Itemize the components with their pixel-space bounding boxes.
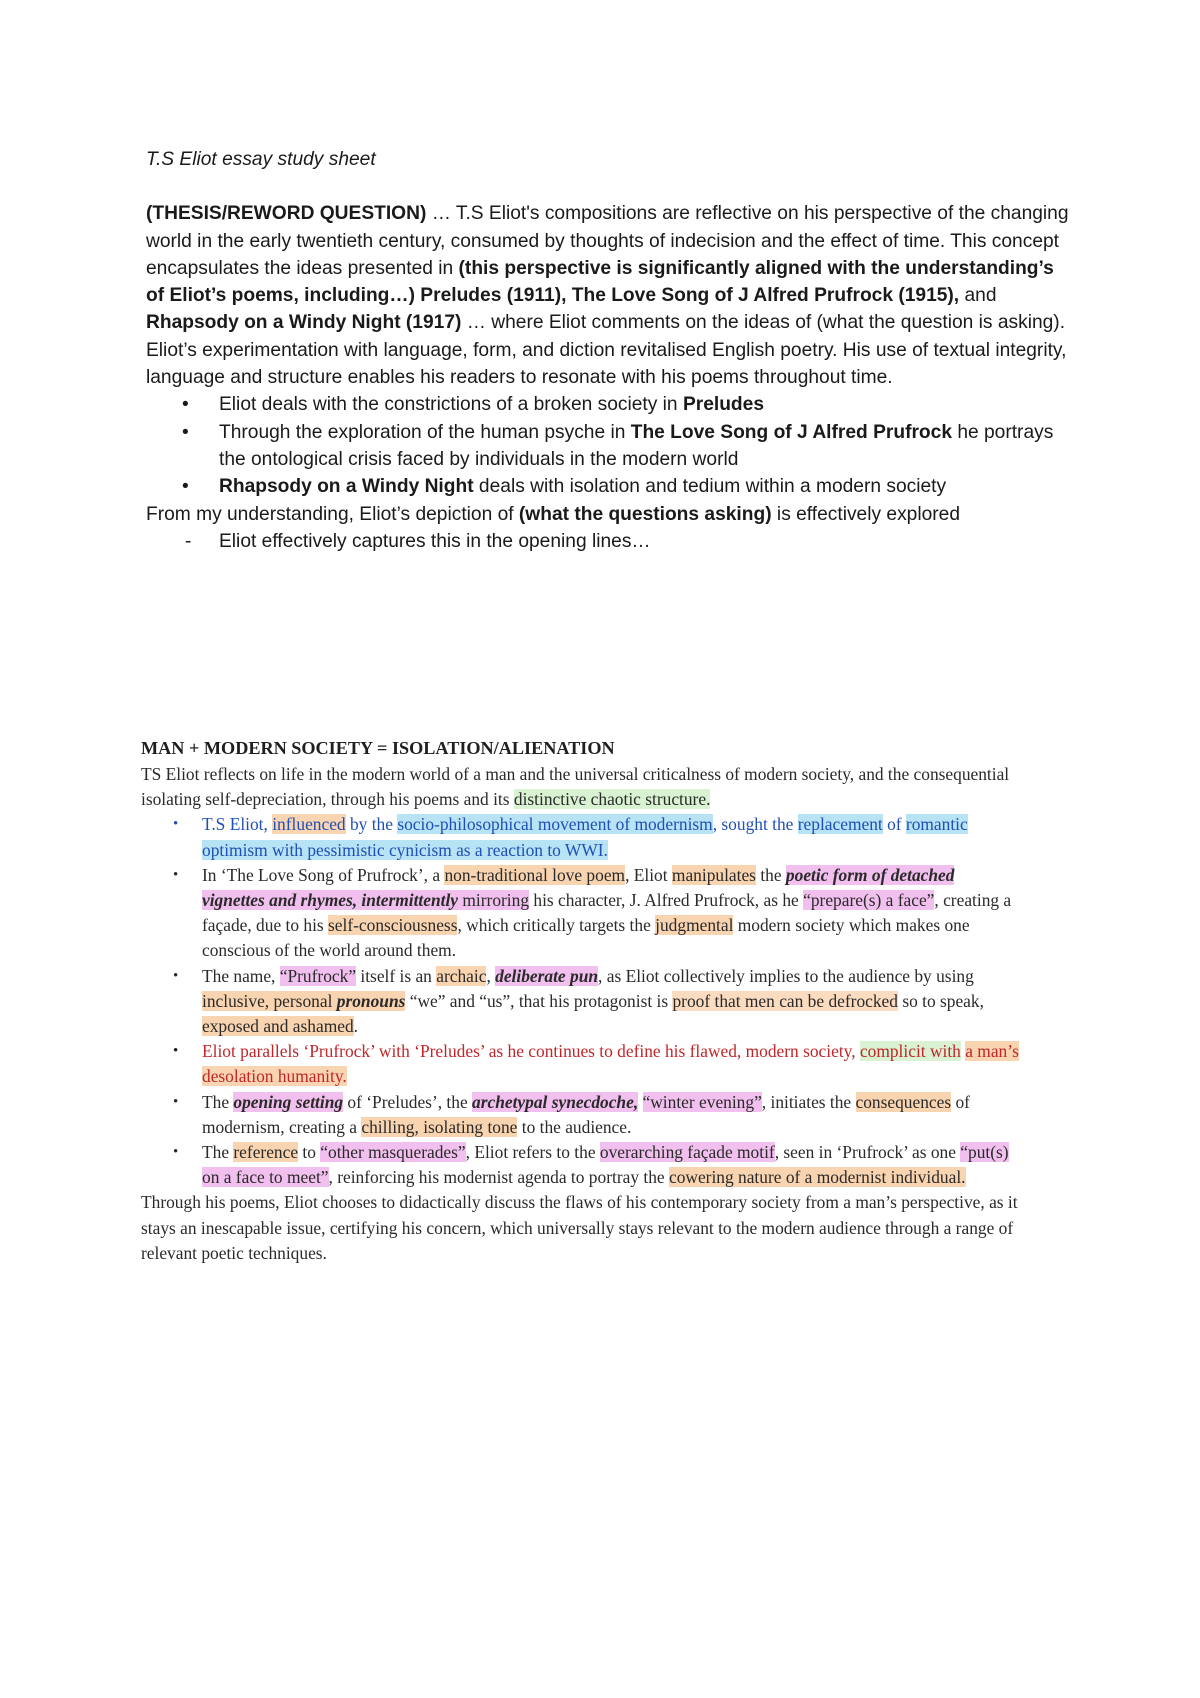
list-item: • T.S Eliot, influenced by the socio-philosophical movement of modernism, sought the replacement of romantic optimism with pessimistic cynicism as a reaction to WWI. (173, 814, 968, 860)
bullet-icon: • (182, 476, 189, 498)
bullet-icon: • (182, 421, 189, 443)
poem-bullet-list (146, 391, 1076, 500)
bullet-icon: • (182, 394, 189, 416)
list-item: • Eliot parallels ‘Prufrock’ with ‘Preludes’ as he continues to define his flawed, modern society, complicit with a man’s desolation humanity. (173, 1041, 1019, 1087)
list-item: • The opening setting of ‘Preludes’, the archetypal synecdoche, “winter evening”, initiates the consequences of modernism, creating a chilling, isolating tone to the audience. (173, 1091, 970, 1137)
notes-bullet-list (141, 812, 1021, 1190)
notes-intro: TS Eliot reflects on life in the modern world of a man and the universal criticalness of modern society, and the consequential isolating self-depreciation, through his poems and its distinctive chaotic structure. (141, 764, 1010, 810)
list-item: • The reference to “other masquerades”, Eliot refers to the overarching façade motif, seen in ‘Prufrock’ as one “put(s) on a face to meet”, reinforcing his modernist agenda to portray the cowering nature of a modernist individual. (173, 1142, 1009, 1188)
bullet-icon: • (173, 866, 179, 883)
bullet-icon: • (173, 1093, 179, 1110)
bullet-icon: • (173, 1144, 179, 1161)
list-item: • Eliot deals with the constrictions of a broken society in Preludes (146, 391, 1076, 418)
study-sheet-section (146, 146, 1076, 555)
sheet-title: T.S Eliot essay study sheet (146, 149, 376, 170)
list-item: • Rhapsody on a Windy Night deals with isolation and tedium within a modern society (146, 473, 1076, 500)
list-item: - Eliot effectively captures this in the opening lines… (146, 528, 1076, 555)
list-item: • The name, “Prufrock” itself is an archaic, deliberate pun, as Eliot collectively implies to the audience by using inclusive, personal pronouns “we” and “us”, that his protagonist is proof that men can be defrocked so to speak, exposed and ashamed. (173, 965, 984, 1037)
dash-icon: - (185, 530, 192, 552)
notes-heading: MAN + MODERN SOCIETY = ISOLATION/ALIENATION (141, 738, 615, 758)
dash-list (146, 528, 1076, 555)
bullet-icon: • (173, 967, 179, 984)
bullet-icon: • (173, 1043, 179, 1060)
bullet-icon: • (173, 816, 179, 833)
list-item: • In ‘The Love Song of Prufrock’, a non-traditional love poem, Eliot manipulates the poetic form of detached vignettes and rhymes, intermittently mirroring his character, J. Alfred Prufrock, as he “prepare(s) a face”, creating a façade, due to his self-consciousness, which critically targets the judgmental modern society which makes one conscious of the world around them. (173, 864, 1012, 961)
highlighted-notes-section (141, 736, 1021, 1266)
thesis-paragraph: (THESIS/REWORD QUESTION) … T.S Eliot's compositions are reflective on his perspective of the changing world in the early twentieth century, consumed by thoughts of indecision and the effect of time. This concept encapsulates the ideas presented in (this perspective is significantly aligned with the understanding’s of Eliot’s poems, including…) Preludes (1911), The Love Song of J Alfred Prufrock (1915), and Rhapsody on a Windy Night (1917) … where Eliot comments on the ideas of (what the question is asking). Eliot’s experimentation with language, form, and diction revitalised English poetry. His use of textual integrity, language and structure enables his readers to resonate with his poems throughout time. (146, 203, 1069, 389)
list-item: • Through the exploration of the human psyche in The Love Song of J Alfred Prufrock he portrays the ontological crisis faced by individuals in the modern world (146, 419, 1076, 474)
understanding-line: From my understanding, Eliot’s depiction of (what the questions asking) is effectively explored (146, 503, 961, 525)
notes-conclusion: Through his poems, Eliot chooses to didactically discuss the flaws of his contemporary society from a man’s perspective, as it stays an inescapable issue, certifying his concern, which universally stays relevant to the modern audience through a range of relevant poetic techniques. (141, 1192, 1018, 1263)
thesis-label: (THESIS/REWORD QUESTION) (146, 203, 427, 225)
